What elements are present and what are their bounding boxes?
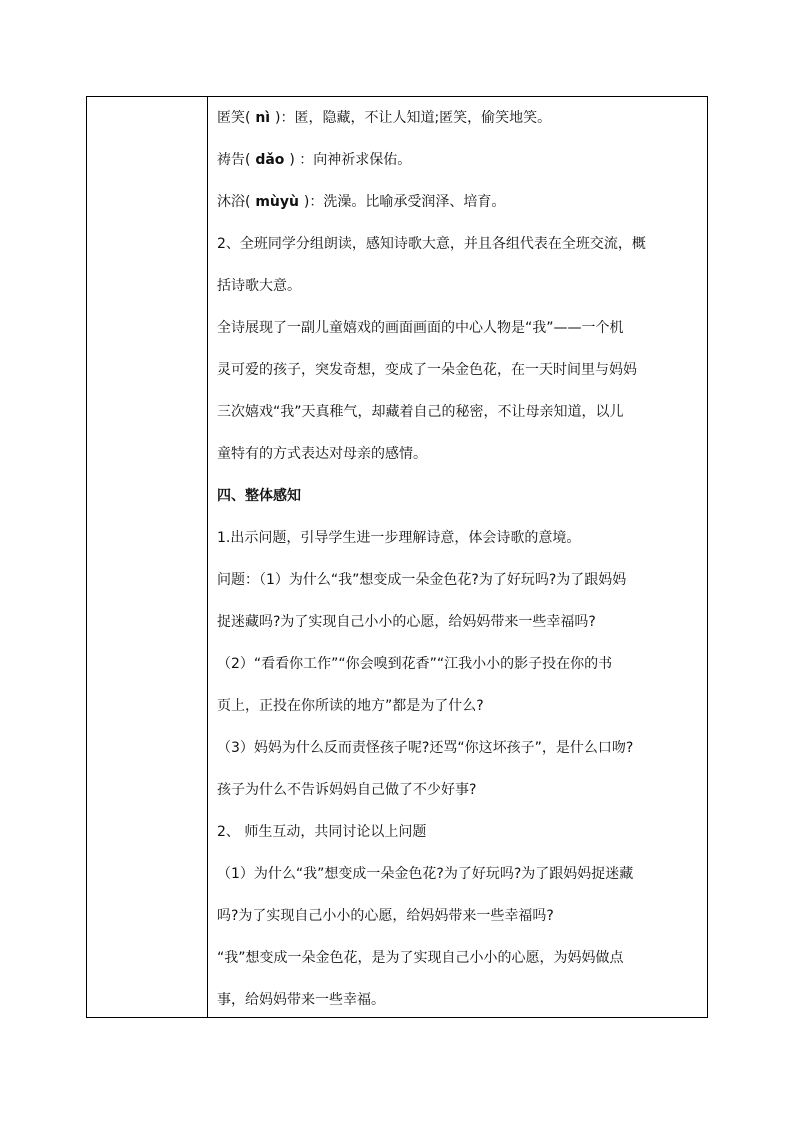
text-line: 全诗展现了一副儿童嬉戏的画面画面的中心人物是“我”——一个机 (217, 320, 624, 336)
vocab-line-3 (217, 181, 703, 223)
pinyin: nì (250, 110, 275, 126)
lesson-table (86, 96, 708, 1018)
text-line: 问题：（1）为什么“我”想变成一朵金色花?为了好玩吗?为了跟妈妈 (217, 572, 627, 588)
text-line: 吗?为了实现自己小小的心愿，给妈妈带来一些幸福吗? (217, 908, 554, 924)
text-line: 括诗歌大意。 (217, 278, 301, 294)
vocab-definition: ) ：向神祈求保佑。 (289, 152, 412, 168)
pinyin: mùyù (250, 194, 304, 210)
text-line: （2）“看看你工作”“你会嗅到花香”“江我小小的影子投在你的书 (217, 656, 613, 672)
text-line: （1）为什么“我”想变成一朵金色花?为了好玩吗?为了跟妈妈捉迷藏 (217, 866, 634, 882)
vocab-word: 祷告( (217, 152, 251, 168)
text-line: 捉迷藏吗?为了实现自己小小的心愿，给妈妈带来一些幸福吗? (217, 614, 596, 630)
vocab-word: 匿笑( (217, 110, 251, 126)
text-line: 灵可爱的孩子，突发奇想，变成了一朵金色花，在一天时间里与妈妈 (217, 362, 637, 378)
text-line: （3）妈妈为什么反而责怪孩子呢?还骂“你这坏孩子”，是什么口吻? (217, 740, 634, 756)
text-line: 童特有的方式表达对母亲的感情。 (217, 446, 427, 462)
column-divider (207, 97, 208, 1017)
text-line: 1.出示问题，引导学生进一步理解诗意，体会诗歌的意境。 (217, 530, 581, 546)
text-line: 三次嬉戏“我”天真稚气，却藏着自己的秘密，不让母亲知道，以儿 (217, 404, 624, 420)
text-line: 孩子为什么不告诉妈妈自己做了不少好事? (217, 782, 477, 798)
vocab-definition: )：匿，隐藏，不让人知道;匿笑，偷笑地笑。 (274, 110, 552, 126)
vocab-line-1 (217, 97, 703, 139)
text-line: 事，给妈妈带来一些幸福。 (217, 992, 385, 1008)
section-heading: 四、整体感知 (217, 488, 301, 504)
vocab-word: 沐浴( (217, 194, 251, 210)
vocab-line-2 (217, 139, 703, 181)
text-line: 2、全班同学分组朗读，感知诗歌大意，并且各组代表在全班交流，概 (217, 236, 646, 252)
lesson-content-cell (217, 97, 703, 1021)
text-line: 页上，正投在你所读的地方”都是为了什么? (217, 698, 484, 714)
text-line: 2、 师生互动，共同讨论以上问题 (217, 824, 427, 840)
text-line: “我”想变成一朵金色花，是为了实现自己小小的心愿，为妈妈做点 (217, 950, 624, 966)
vocab-definition: )：洗澡。比喻承受润泽、培育。 (303, 194, 506, 210)
pinyin: dǎo (250, 152, 290, 168)
